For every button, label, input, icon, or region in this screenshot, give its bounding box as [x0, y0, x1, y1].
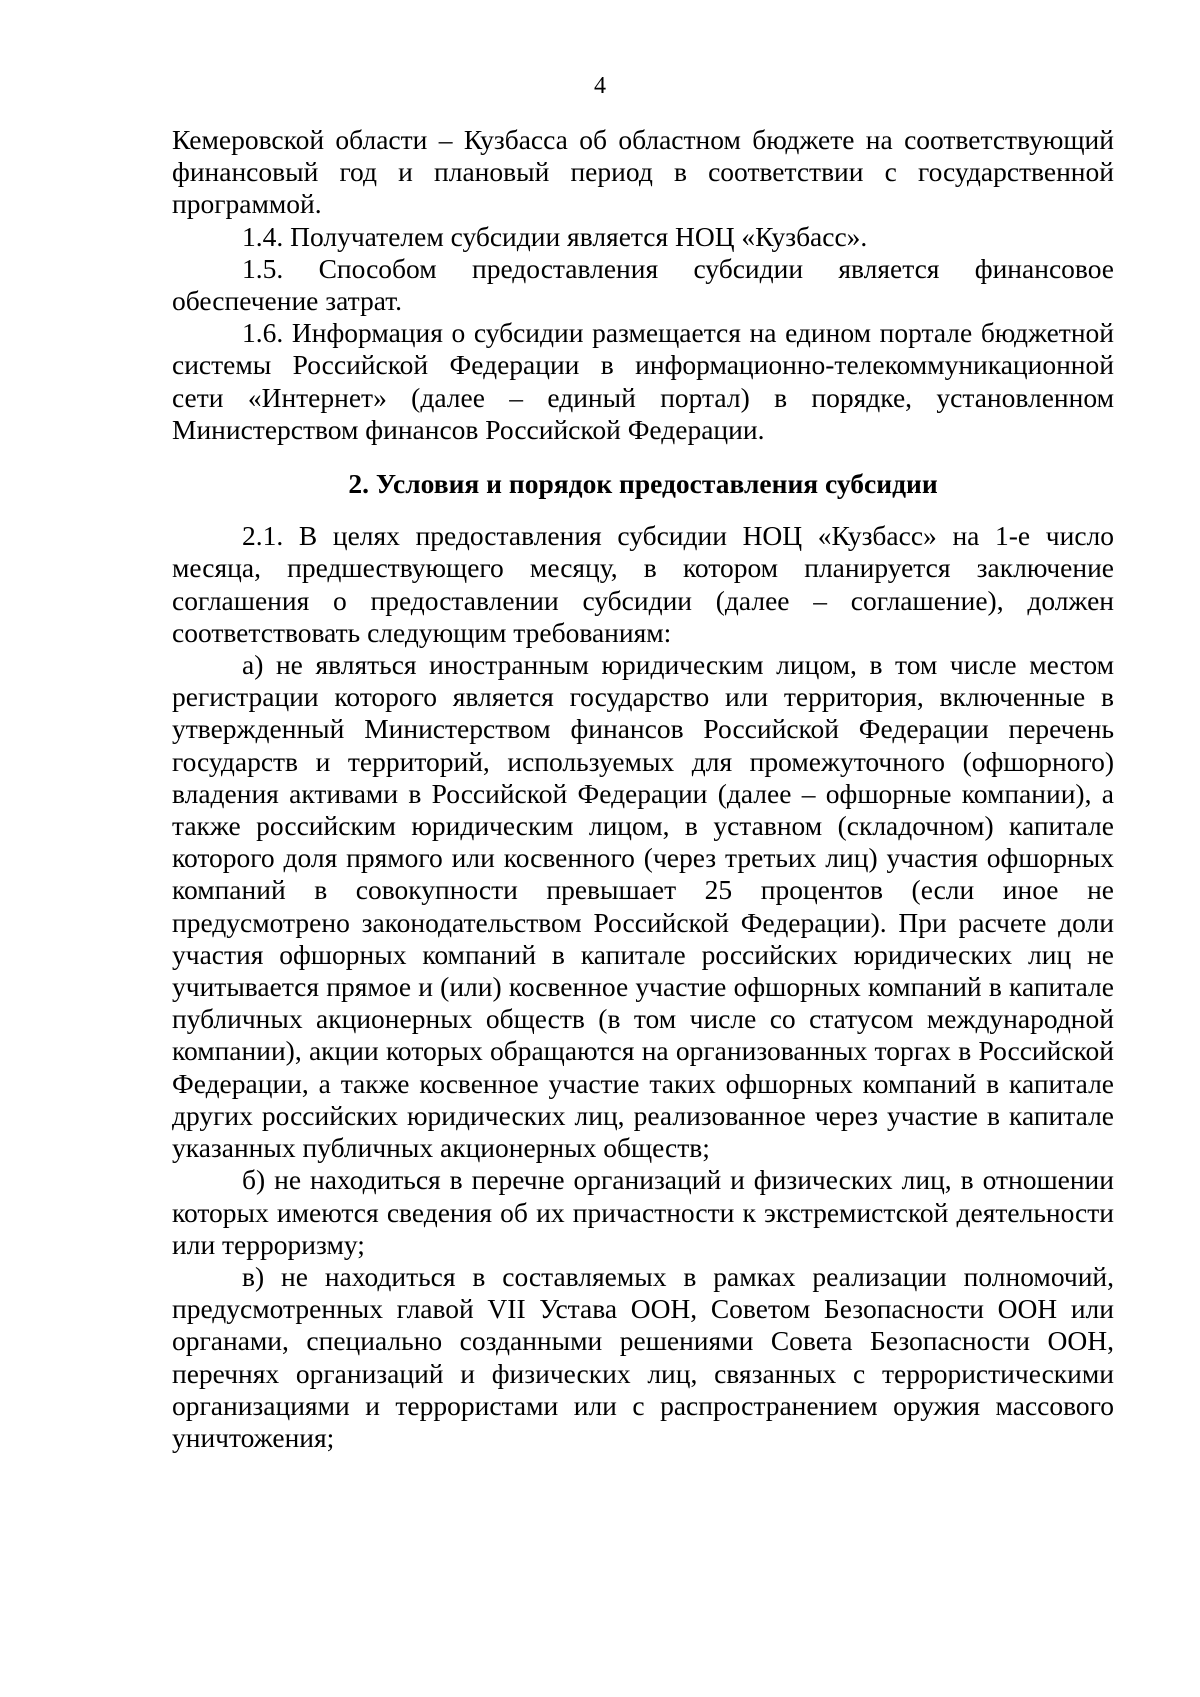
paragraph-1-5: 1.5. Способом предоставления субсидии является финансовое обеспечение затрат. [172, 252, 1114, 317]
section-heading-2: 2. Условия и порядок предоставления субсидии [348, 468, 938, 500]
paragraph-2-1: 2.1. В целях предоставления субсидии НОЦ «Кузбасс» на 1-е число месяца, предшествующего месяцу, в котором планируется заключение соглашения о предоставлении субсидии (далее – соглашение), должен соответствовать следующим требованиям: [172, 520, 1114, 648]
paragraph-2-1-v: в) не находиться в составляемых в рамках реализации полномочий, предусмотренных главой VII Устава ООН, Советом Безопасности ООН или органами, специально созданными решениями Совета Безопасности ООН, перечнях организаций и физических лиц, связанных с террористическими организациями и террористами или с распространением оружия массового уничтожения; [172, 1260, 1114, 1453]
document-body [172, 124, 1114, 1454]
paragraph-1-6: 1.6. Информация о субсидии размещается на едином портале бюджетной системы Российской Федерации в информационно-телекоммуникационной сети «Интернет» (далее – единый портал) в порядке, установленном Министерством финансов Российской Федерации. [172, 317, 1114, 445]
paragraph-2-1-a: а) не являться иностранным юридическим лицом, в том числе местом регистрации которого является государство или территория, включенные в утвержденный Министерством финансов Российской Федерации перечень государств и территорий, используемых для промежуточного (офшорного) владения активами в Российской Федерации (далее – офшорные компании), а также российским юридическим лицом, в уставном (складочном) капитале которого доля прямого или косвенного (через третьих лиц) участия офшорных компаний в совокупности превышает 25 процентов (если иное не предусмотрено законодательством Российской Федерации). При расчете доли участия офшорных компаний в капитале российских юридических лиц не учитывается прямое и (или) косвенное участие офшорных компаний в капитале публичных акционерных обществ (в том числе со статусом международной компании), акции которых обращаются на организованных торгах в Российской Федерации, а также косвенное участие таких офшорных компаний в капитале других российских юридических лиц, реализованное через участие в капитале указанных публичных акционерных обществ; [172, 649, 1114, 1164]
paragraph-2-1-b: б) не находиться в перечне организаций и физических лиц, в отношении которых имеются сведения об их причастности к экстремистской деятельности или терроризму; [172, 1164, 1114, 1260]
paragraph-1-4: 1.4. Получателем субсидии является НОЦ «Кузбасс». [242, 220, 868, 252]
page-number: 4 [594, 73, 606, 99]
paragraph-budget-continuation: Кемеровской области – Кузбасса об областном бюджете на соответствующий финансовый год и плановый период в соответствии с государственной программой. [172, 124, 1114, 220]
